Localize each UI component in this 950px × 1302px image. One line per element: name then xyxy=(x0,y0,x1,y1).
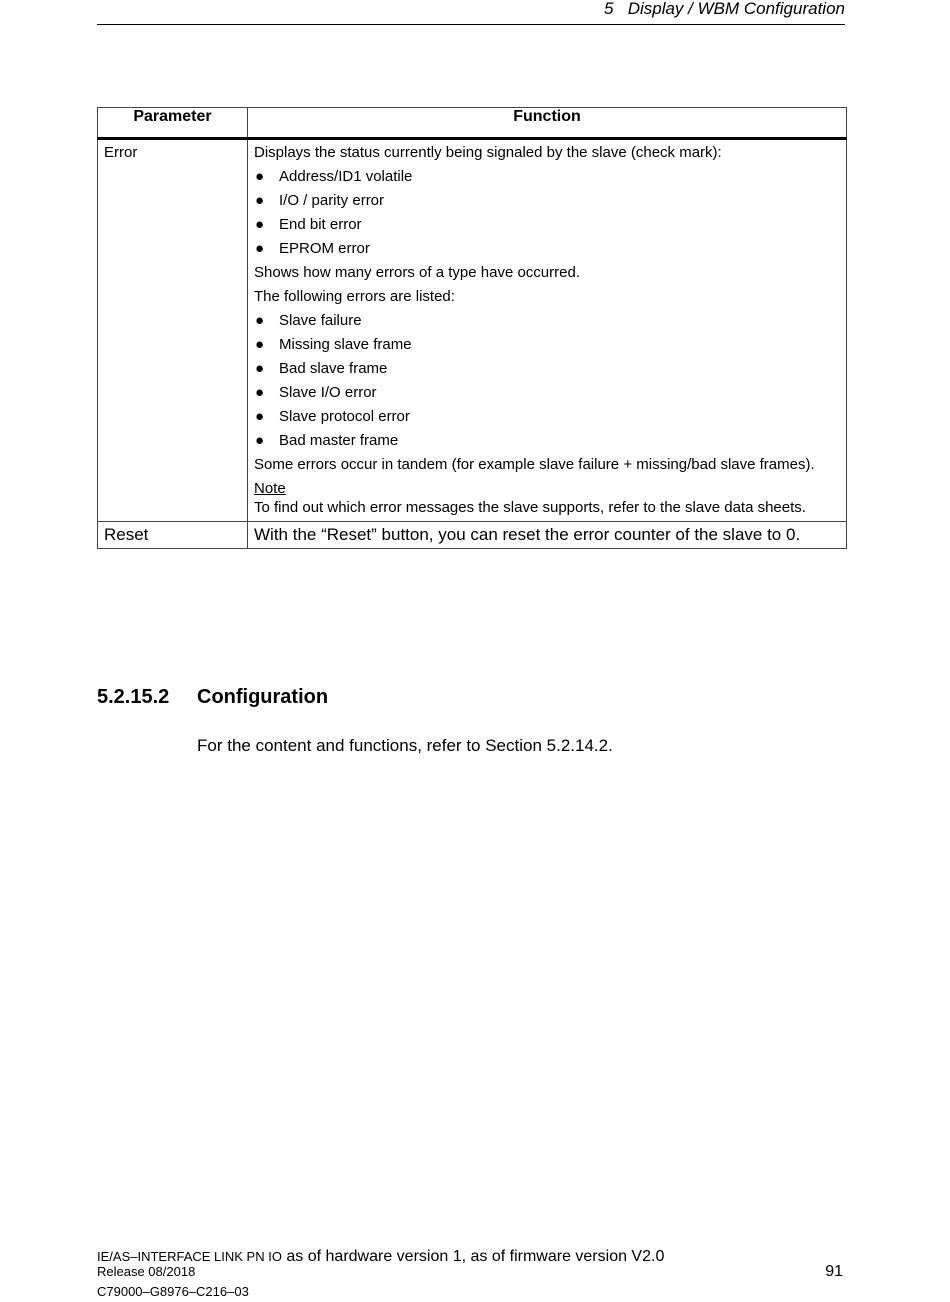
footer-product: IE/AS–INTERFACE LINK PN IO xyxy=(97,1249,282,1264)
chapter-title: Display / WBM Configuration xyxy=(627,0,845,18)
table-row-error xyxy=(98,139,847,522)
bullet-icon: ● xyxy=(255,216,265,233)
bullet-icon: ● xyxy=(255,336,265,353)
reset-parameter-cell: Reset xyxy=(98,522,248,549)
bullet-icon: ● xyxy=(255,360,265,377)
bullet-icon: ● xyxy=(255,168,265,185)
bullet-icon: ● xyxy=(255,384,265,401)
chapter-number: 5 xyxy=(604,0,614,18)
bullet-icon: ● xyxy=(255,408,265,425)
bullet-icon: ● xyxy=(255,192,265,209)
list-item: ● Slave protocol error xyxy=(255,408,410,425)
count-text: Shows how many errors of a type have occurred. xyxy=(254,264,580,281)
footer-release: Release 08/2018 xyxy=(97,1264,196,1279)
section-heading xyxy=(97,686,328,709)
section-body-text: For the content and functions, refer to Section 5.2.14.2. xyxy=(197,736,613,755)
header-parameter: Parameter xyxy=(98,108,248,139)
reset-function-cell: With the “Reset” button, you can reset the error counter of the slave to 0. xyxy=(248,522,847,549)
list-intro: The following errors are listed: xyxy=(254,288,455,305)
running-header-text xyxy=(604,0,845,19)
table-header-row xyxy=(98,108,847,139)
list-item: ● Bad slave frame xyxy=(255,360,388,377)
bullet-icon: ● xyxy=(255,240,265,257)
list-item: ● I/O / parity error xyxy=(255,192,385,209)
list-item: ● Address/ID1 volatile xyxy=(255,168,413,185)
note-text: To find out which error messages the slave supports, refer to the slave data sheets. xyxy=(254,499,806,516)
list-item: ● Slave I/O error xyxy=(255,384,377,401)
error-parameter-cell: Error xyxy=(98,139,248,522)
bullet-icon: ● xyxy=(255,432,265,449)
error-function-cell xyxy=(248,139,847,522)
list-item: ● Missing slave frame xyxy=(255,336,412,353)
list-item: ● Slave failure xyxy=(255,312,362,329)
note-block xyxy=(254,479,840,517)
error-list xyxy=(254,311,840,450)
section-title: Configuration xyxy=(197,686,329,708)
page-number: 91 xyxy=(825,1263,843,1280)
list-item: ● End bit error xyxy=(255,216,362,233)
note-label: Note xyxy=(254,480,286,497)
status-list xyxy=(254,167,840,258)
status-intro: Displays the status currently being signaled by the slave (check mark): xyxy=(254,144,722,161)
footer-version: as of hardware version 1, as of firmware version V2.0 xyxy=(281,1248,665,1265)
header-function: Function xyxy=(248,108,847,139)
bullet-icon: ● xyxy=(255,312,265,329)
list-item: ● EPROM error xyxy=(255,240,370,257)
footer-doc-number: C79000–G8976–C216–03 xyxy=(97,1284,249,1299)
tandem-text: Some errors occur in tandem (for example slave failure + missing/bad slave frames). xyxy=(254,456,815,473)
list-item: ● Bad master frame xyxy=(255,432,399,449)
section-number: 5.2.15.2 xyxy=(97,686,170,708)
parameter-table xyxy=(97,107,847,549)
table-row-reset xyxy=(98,522,847,549)
running-header xyxy=(97,0,845,25)
